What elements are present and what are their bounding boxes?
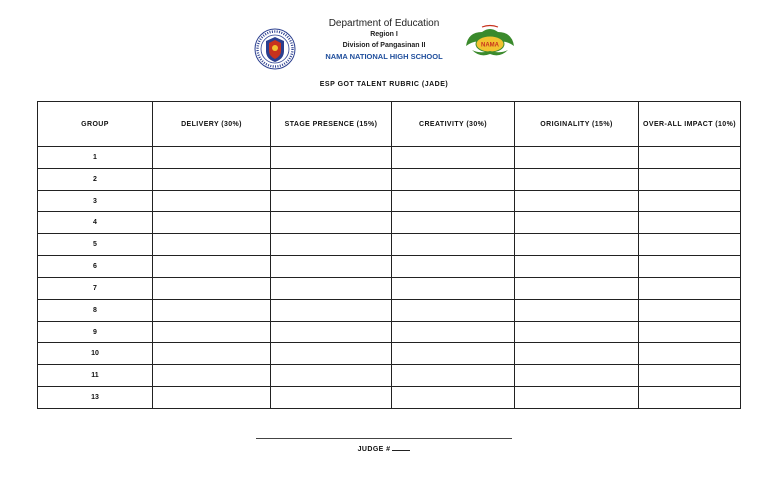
table-row — [38, 387, 741, 409]
group-number-cell: 5 — [38, 234, 153, 256]
score-cell[interactable] — [153, 256, 271, 278]
deped-seal-icon — [254, 28, 296, 70]
group-number-cell: 10 — [38, 343, 153, 365]
score-cell[interactable] — [392, 212, 515, 234]
group-number-cell: 13 — [38, 387, 153, 409]
header-creativity: CREATIVITY (30%) — [392, 102, 515, 147]
score-cell[interactable] — [271, 387, 392, 409]
score-cell[interactable] — [515, 365, 639, 387]
table-row — [38, 147, 741, 169]
signature-line — [256, 438, 512, 439]
score-cell[interactable] — [271, 168, 392, 190]
score-cell[interactable] — [271, 365, 392, 387]
score-cell[interactable] — [392, 299, 515, 321]
score-cell[interactable] — [515, 299, 639, 321]
school-name: NAMA NATIONAL HIGH SCHOOL — [325, 52, 443, 61]
table-row — [38, 343, 741, 365]
score-cell[interactable] — [392, 321, 515, 343]
score-cell[interactable] — [515, 256, 639, 278]
header-originality: ORIGINALITY (15%) — [515, 102, 639, 147]
score-cell[interactable] — [639, 321, 741, 343]
score-cell[interactable] — [392, 365, 515, 387]
score-cell[interactable] — [515, 190, 639, 212]
rubric-body — [38, 147, 741, 409]
score-cell[interactable] — [639, 277, 741, 299]
group-number-cell: 6 — [38, 256, 153, 278]
region-name: Region I — [370, 31, 398, 38]
score-cell[interactable] — [271, 190, 392, 212]
score-cell[interactable] — [153, 147, 271, 169]
score-cell[interactable] — [153, 234, 271, 256]
score-cell[interactable] — [639, 147, 741, 169]
score-cell[interactable] — [392, 168, 515, 190]
group-number-cell: 4 — [38, 212, 153, 234]
score-cell[interactable] — [153, 365, 271, 387]
score-cell[interactable] — [515, 387, 639, 409]
table-row — [38, 256, 741, 278]
score-cell[interactable] — [271, 212, 392, 234]
score-cell[interactable] — [639, 212, 741, 234]
table-row — [38, 277, 741, 299]
header-group: GROUP — [38, 102, 153, 147]
score-cell[interactable] — [639, 343, 741, 365]
table-row — [38, 168, 741, 190]
judge-label-row — [0, 443, 768, 453]
score-cell[interactable] — [392, 277, 515, 299]
score-cell[interactable] — [153, 321, 271, 343]
score-cell[interactable] — [639, 168, 741, 190]
score-cell[interactable] — [153, 343, 271, 365]
table-row — [38, 365, 741, 387]
score-cell[interactable] — [153, 168, 271, 190]
header-overall-impact: OVER-ALL IMPACT (10%) — [639, 102, 741, 147]
score-cell[interactable] — [392, 234, 515, 256]
group-number-cell: 8 — [38, 299, 153, 321]
table-row — [38, 190, 741, 212]
score-cell[interactable] — [639, 234, 741, 256]
score-cell[interactable] — [392, 190, 515, 212]
score-cell[interactable] — [271, 147, 392, 169]
score-cell[interactable] — [515, 343, 639, 365]
score-cell[interactable] — [271, 256, 392, 278]
group-number-cell: 11 — [38, 365, 153, 387]
score-cell[interactable] — [392, 343, 515, 365]
score-cell[interactable] — [153, 387, 271, 409]
judge-label: JUDGE # — [357, 446, 391, 453]
division-name: Division of Pangasinan II — [342, 42, 426, 49]
group-number-cell: 9 — [38, 321, 153, 343]
table-header-row — [38, 102, 741, 147]
score-cell[interactable] — [515, 147, 639, 169]
group-number-cell: 2 — [38, 168, 153, 190]
header-delivery: DELIVERY (30%) — [153, 102, 271, 147]
score-cell[interactable] — [515, 212, 639, 234]
score-cell[interactable] — [392, 387, 515, 409]
score-cell[interactable] — [515, 321, 639, 343]
score-cell[interactable] — [515, 277, 639, 299]
score-cell[interactable] — [515, 168, 639, 190]
score-cell[interactable] — [271, 321, 392, 343]
header-stage-presence: STAGE PRESENCE (15%) — [271, 102, 392, 147]
score-cell[interactable] — [271, 234, 392, 256]
score-cell[interactable] — [153, 190, 271, 212]
score-cell[interactable] — [271, 299, 392, 321]
score-cell[interactable] — [392, 256, 515, 278]
letterhead — [0, 18, 768, 62]
score-cell[interactable] — [153, 299, 271, 321]
score-cell[interactable] — [639, 256, 741, 278]
group-number-cell: 1 — [38, 147, 153, 169]
school-logo-icon — [462, 24, 518, 62]
department-name: Department of Education — [328, 18, 440, 29]
score-cell[interactable] — [639, 190, 741, 212]
svg-text:NAMA: NAMA — [481, 42, 499, 49]
table-row — [38, 234, 741, 256]
table-row — [38, 321, 741, 343]
score-cell[interactable] — [515, 234, 639, 256]
score-cell[interactable] — [639, 387, 741, 409]
score-cell[interactable] — [271, 343, 392, 365]
score-cell[interactable] — [639, 365, 741, 387]
table-row — [38, 299, 741, 321]
rubric-title: ESP GOT TALENT RUBRIC (JADE) — [319, 81, 449, 88]
score-cell[interactable] — [639, 299, 741, 321]
score-cell[interactable] — [153, 277, 271, 299]
score-cell[interactable] — [153, 212, 271, 234]
score-cell[interactable] — [392, 147, 515, 169]
judge-number-blank[interactable] — [392, 443, 410, 451]
table-row — [38, 212, 741, 234]
rubric-table — [37, 101, 741, 409]
group-number-cell: 7 — [38, 277, 153, 299]
score-cell[interactable] — [271, 277, 392, 299]
group-number-cell: 3 — [38, 190, 153, 212]
